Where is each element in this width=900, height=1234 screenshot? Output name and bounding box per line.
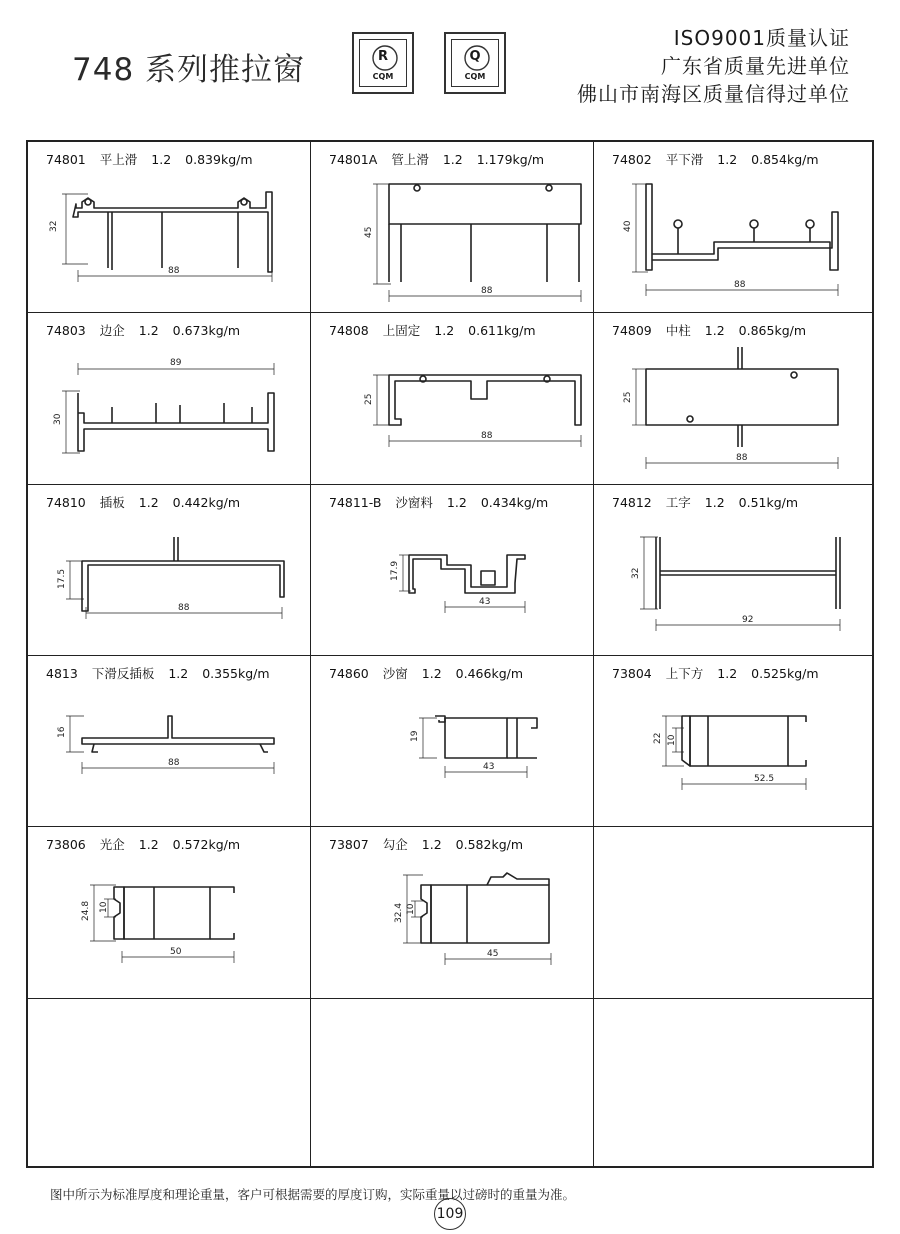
empty-cell	[311, 999, 594, 1168]
honor-line: 佛山市南海区质量信得过单位	[577, 82, 850, 106]
cert-sub: CQM	[372, 72, 394, 81]
profile-cell	[594, 656, 874, 827]
profile-cell	[311, 142, 594, 313]
dim-height: 32	[631, 567, 641, 579]
profile-cell	[594, 142, 874, 313]
dim-height: 32	[49, 220, 59, 232]
profile-label: 73807 勾企 1.2 0.582kg/m	[329, 837, 524, 852]
dim-height: 17.9	[390, 560, 400, 581]
profile-cell	[28, 656, 311, 827]
profile-section-drawing	[594, 656, 874, 827]
dim-small: 10	[99, 901, 109, 913]
profile-section-drawing	[594, 485, 874, 656]
profile-cell	[594, 313, 874, 485]
profile-label: 74801A 管上滑 1.2 1.179kg/m	[329, 152, 545, 167]
profile-label: 74810 插板 1.2 0.442kg/m	[46, 495, 241, 510]
q-circle-icon	[446, 34, 508, 96]
profile-section-drawing	[311, 313, 594, 485]
cert-letter: Q	[469, 49, 481, 64]
dim-width: 88	[734, 280, 746, 290]
profile-label: 74801 平上滑 1.2 0.839kg/m	[46, 152, 253, 167]
page-title: 748 系列推拉窗	[72, 52, 306, 88]
profile-cell	[594, 485, 874, 656]
profile-cell	[28, 827, 311, 999]
profile-section-drawing	[28, 313, 311, 485]
honor-line: ISO9001质量认证	[673, 26, 850, 50]
profile-section-drawing	[594, 313, 874, 485]
empty-cell	[28, 999, 311, 1168]
dim-width: 43	[483, 762, 495, 772]
cqm-q-seal	[444, 32, 506, 94]
profile-label: 74809 中柱 1.2 0.865kg/m	[612, 323, 807, 338]
dim-height: 25	[623, 391, 633, 403]
profile-section-drawing	[311, 656, 594, 827]
profile-label: 73806 光企 1.2 0.572kg/m	[46, 837, 241, 852]
footer-note: 图中所示为标准厚度和理论重量，客户可根据需要的厚度订购，实际重量以过磅时的重量为准。	[50, 1187, 576, 1202]
profile-label: 73804 上下方 1.2 0.525kg/m	[612, 666, 819, 681]
profile-section-drawing	[594, 142, 874, 313]
profile-cell	[28, 142, 311, 313]
dim-height: 30	[53, 413, 63, 425]
dim-height: 40	[623, 220, 633, 232]
profile-cell	[28, 485, 311, 656]
dim-height: 16	[57, 726, 67, 738]
profile-section-drawing	[28, 656, 311, 827]
profile-section-drawing	[28, 142, 311, 313]
r-circle-icon	[354, 34, 416, 96]
profile-grid	[26, 140, 874, 1168]
profile-label: 4813 下滑反插板 1.2 0.355kg/m	[46, 666, 270, 681]
dim-width: 50	[170, 947, 182, 957]
empty-cell	[594, 999, 874, 1168]
profile-section-drawing	[311, 142, 594, 313]
profile-label: 74808 上固定 1.2 0.611kg/m	[329, 323, 536, 338]
dim-width: 89	[170, 358, 182, 368]
dim-small: 10	[667, 734, 677, 746]
dim-width: 88	[168, 758, 180, 768]
profile-cell	[311, 827, 594, 999]
dim-small: 10	[406, 903, 416, 915]
cert-sub: CQM	[464, 72, 486, 81]
dim-width: 43	[479, 597, 491, 607]
honors-list	[577, 24, 850, 108]
profile-label: 74860 沙窗 1.2 0.466kg/m	[329, 666, 524, 681]
dim-width: 88	[481, 286, 493, 296]
profile-cell	[311, 485, 594, 656]
dim-width: 88	[168, 266, 180, 276]
profile-section-drawing	[311, 827, 594, 999]
profile-cell	[311, 656, 594, 827]
profile-label: 74802 平下滑 1.2 0.854kg/m	[612, 152, 819, 167]
dim-width: 88	[178, 603, 190, 613]
cqm-r-seal	[352, 32, 414, 94]
dim-width: 88	[481, 431, 493, 441]
dim-width: 88	[736, 453, 748, 463]
profile-label: 74811-B 沙窗料 1.2 0.434kg/m	[329, 495, 549, 510]
dim-width: 92	[742, 615, 754, 625]
dim-height: 32.4	[394, 902, 404, 923]
dim-height: 45	[364, 226, 374, 238]
dim-width: 52.5	[754, 774, 775, 784]
dim-height: 17.5	[57, 568, 67, 589]
profile-section-drawing	[28, 827, 311, 999]
dim-height: 25	[364, 393, 374, 405]
profile-label: 74803 边企 1.2 0.673kg/m	[46, 323, 241, 338]
dim-height: 19	[410, 730, 420, 742]
profile-section-drawing	[311, 485, 594, 656]
empty-cell	[594, 827, 874, 999]
profile-label: 74812 工字 1.2 0.51kg/m	[612, 495, 799, 510]
dim-height: 24.8	[81, 900, 91, 921]
profile-section-drawing	[28, 485, 311, 656]
honor-line: 广东省质量先进单位	[661, 54, 850, 78]
profile-cell	[28, 313, 311, 485]
profile-cell	[311, 313, 594, 485]
dim-height: 22	[653, 732, 663, 744]
dim-width: 45	[487, 949, 499, 959]
page-number: 109	[434, 1198, 466, 1230]
cert-letter: R	[377, 49, 388, 64]
